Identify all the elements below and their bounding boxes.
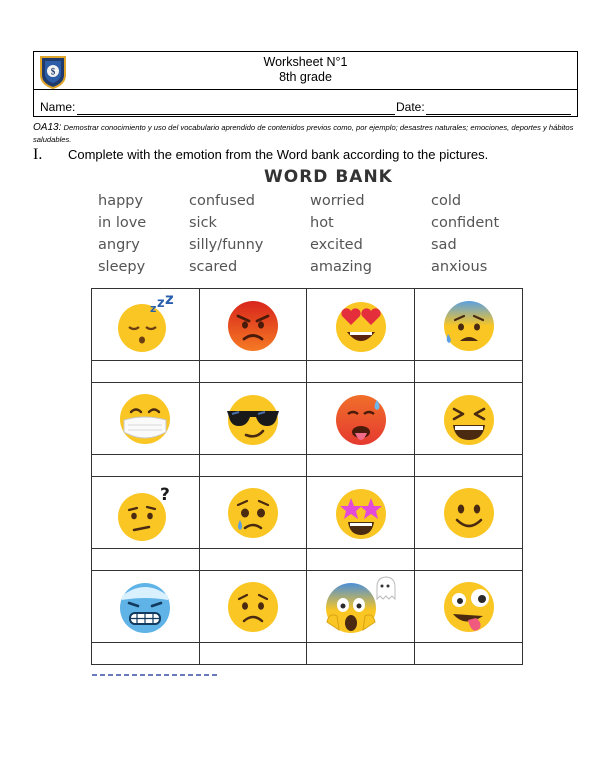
silly-emoji-icon xyxy=(438,576,500,638)
answer-row xyxy=(92,361,523,383)
answer-cell[interactable] xyxy=(92,361,200,383)
worksheet-number: Worksheet N°1 xyxy=(263,55,348,69)
answer-cell[interactable] xyxy=(199,549,307,571)
answer-cell[interactable] xyxy=(92,455,200,477)
name-date-row xyxy=(34,89,577,118)
picture-cell xyxy=(307,289,415,361)
worksheet-title xyxy=(34,55,577,85)
svg-text:z: z xyxy=(157,295,165,311)
answer-cell[interactable] xyxy=(307,361,415,383)
word-bank-word: in love xyxy=(98,215,147,231)
name-label: Name: xyxy=(40,100,76,114)
answer-cell[interactable] xyxy=(415,549,523,571)
word-bank-word: sleepy xyxy=(98,259,146,275)
word-bank-word: confused xyxy=(189,193,256,209)
sick-emoji-icon xyxy=(114,388,176,450)
word-bank-word: angry xyxy=(98,237,140,253)
laughing-emoji-icon xyxy=(438,388,500,450)
date-label: Date: xyxy=(396,100,425,114)
answer-cell[interactable] xyxy=(92,643,200,665)
picture-cell xyxy=(415,571,523,643)
scared-emoji-icon xyxy=(319,574,403,640)
answer-cell[interactable] xyxy=(415,455,523,477)
word-bank-word: worried xyxy=(310,193,365,209)
svg-text:?: ? xyxy=(160,484,171,505)
picture-cell xyxy=(307,383,415,455)
word-bank-word: amazing xyxy=(310,259,372,275)
word-bank-word: excited xyxy=(310,237,363,253)
answer-cell[interactable] xyxy=(199,455,307,477)
word-bank-word: anxious xyxy=(431,259,488,275)
picture-cell xyxy=(199,383,307,455)
svg-text:z: z xyxy=(165,293,175,308)
word-bank-title: WORD BANK xyxy=(264,167,393,187)
in-love-emoji-icon xyxy=(330,294,392,356)
answer-row xyxy=(92,643,523,665)
answer-row xyxy=(92,455,523,477)
answer-cell[interactable] xyxy=(307,643,415,665)
picture-cell xyxy=(415,383,523,455)
word-bank-word: sick xyxy=(189,215,217,231)
objective-code: OA13: xyxy=(33,122,62,133)
answer-cell[interactable] xyxy=(199,643,307,665)
amazing-emoji-icon xyxy=(330,482,392,544)
word-bank-word: hot xyxy=(310,215,334,231)
answer-cell[interactable] xyxy=(92,549,200,571)
picture-cell xyxy=(92,289,200,361)
svg-text:$: $ xyxy=(50,66,56,77)
picture-cell xyxy=(92,383,200,455)
word-bank-word: happy xyxy=(98,193,144,209)
sad-emoji-icon xyxy=(222,482,284,544)
name-field[interactable] xyxy=(77,114,395,115)
answer-row xyxy=(92,549,523,571)
word-bank-word: scared xyxy=(189,259,238,275)
worksheet-header xyxy=(33,51,578,117)
word-bank-word: sad xyxy=(431,237,457,253)
picture-row xyxy=(92,477,523,549)
picture-cell xyxy=(307,477,415,549)
svg-text:z: z xyxy=(150,301,157,315)
hot-emoji-icon xyxy=(330,388,392,450)
answer-cell[interactable] xyxy=(307,455,415,477)
sleepy-emoji-icon xyxy=(114,294,176,356)
instruction-text: Complete with the emotion from the Word bank according to the pictures. xyxy=(67,147,489,162)
cold-emoji-icon xyxy=(114,576,176,638)
answer-cell[interactable] xyxy=(415,643,523,665)
answer-cell[interactable] xyxy=(415,361,523,383)
date-field[interactable] xyxy=(426,114,571,115)
angry-emoji-icon xyxy=(222,294,284,356)
instruction xyxy=(33,146,578,164)
picture-cell xyxy=(415,289,523,361)
word-bank-word: silly/funny xyxy=(189,237,264,253)
learning-objective xyxy=(33,122,578,146)
decorative-scribble xyxy=(92,674,220,676)
anxious-emoji-icon xyxy=(438,294,500,356)
picture-cell xyxy=(415,477,523,549)
happy-emoji-icon xyxy=(438,482,500,544)
picture-cell xyxy=(92,477,200,549)
picture-row xyxy=(92,571,523,643)
picture-row xyxy=(92,289,523,361)
answer-cell[interactable] xyxy=(199,361,307,383)
instruction-number: I. xyxy=(33,146,43,163)
answer-cell[interactable] xyxy=(307,549,415,571)
confused-emoji-icon xyxy=(114,482,176,544)
picture-cell xyxy=(199,477,307,549)
picture-cell xyxy=(307,571,415,643)
picture-row xyxy=(92,383,523,455)
word-bank-word: confident xyxy=(431,215,500,231)
picture-cell xyxy=(199,571,307,643)
grade-label: 8th grade xyxy=(279,70,332,84)
worried-emoji-icon xyxy=(222,576,284,638)
word-bank-word: cold xyxy=(431,193,462,209)
objective-text: Demostrar conocimiento y uso del vocabulario aprendido de contenidos previos como, por ejemplo; desastres naturales; emociones, deportes y hábitos saludables. xyxy=(33,123,574,144)
picture-cell xyxy=(92,571,200,643)
confident-emoji-icon xyxy=(222,388,284,450)
emoji-table xyxy=(91,288,523,665)
picture-cell xyxy=(199,289,307,361)
